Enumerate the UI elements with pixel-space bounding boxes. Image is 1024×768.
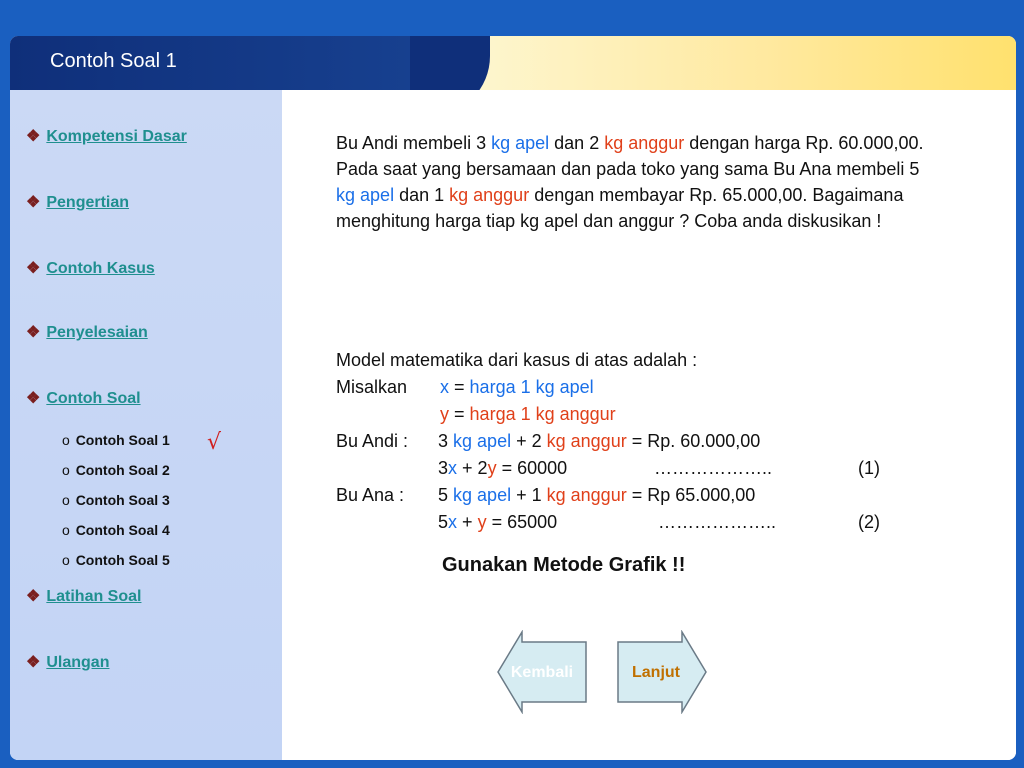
rhs: = 60000 — [501, 458, 568, 478]
coef: 3 — [438, 458, 449, 478]
highlight-blue: kg — [491, 133, 511, 153]
bu-ana-label: Bu Ana : — [336, 485, 405, 505]
sidebar-subitem-contoh-soal-5[interactable] — [62, 552, 170, 568]
sidebar-subitem-contoh-soal-2[interactable] — [62, 462, 170, 478]
equation-2 — [438, 512, 557, 533]
circle-bullet: o — [62, 552, 70, 568]
highlight-red: kg — [604, 133, 624, 153]
bu-andi-label: Bu Andi : — [336, 431, 409, 451]
method-instruction: Gunakan Metode Grafik !! — [442, 554, 686, 576]
variable-x-definition — [440, 377, 594, 398]
sidebar-item-kompetensi-dasar[interactable] — [26, 126, 187, 146]
diamond-bullet-icon: ❖ — [26, 128, 41, 145]
sidebar-item-latihan-soal[interactable] — [26, 586, 141, 606]
rhs: = Rp 65.000,00 — [631, 485, 756, 505]
sidebar-link[interactable]: Pengertian — [46, 194, 130, 211]
equation-1-number: (1) — [858, 458, 880, 478]
sidebar-item-ulangan[interactable] — [26, 652, 109, 672]
sidebar-item-contoh-soal[interactable] — [26, 388, 141, 408]
sidebar-subitem-label: Contoh Soal 1 — [75, 432, 170, 448]
problem-text: dan 2 — [549, 133, 605, 153]
slide — [10, 36, 1016, 760]
kg-anggur: kg anggur — [546, 431, 627, 451]
diamond-bullet-icon: ❖ — [26, 390, 41, 407]
sidebar-item-pengertian[interactable] — [26, 192, 129, 212]
model-intro: Model matematika dari kasus di atas adalah : — [336, 350, 698, 370]
title-bar — [10, 36, 1016, 90]
circle-bullet: o — [62, 432, 70, 448]
diamond-bullet-icon: ❖ — [26, 654, 41, 671]
var-y: y — [477, 512, 487, 532]
var-y: y — [487, 458, 497, 478]
kg-anggur: kg anggur — [546, 485, 627, 505]
sidebar-subitem-contoh-soal-1[interactable] — [62, 432, 170, 448]
sidebar-subitem-contoh-soal-3[interactable] — [62, 492, 170, 508]
dots-1: ……………….. — [654, 458, 773, 478]
coef: + — [462, 512, 473, 532]
bu-ana-statement — [438, 485, 755, 506]
problem-statement — [336, 130, 936, 234]
diamond-bullet-icon: ❖ — [26, 260, 41, 277]
circle-bullet: o — [62, 462, 70, 478]
problem-text: Bu Andi membeli 3 — [336, 133, 492, 153]
equation-2-number: (2) — [858, 512, 880, 532]
sidebar-item-penyelesaian[interactable] — [26, 322, 148, 342]
coef: + 2 — [462, 458, 488, 478]
back-button[interactable] — [496, 630, 588, 714]
next-button-label: Lanjut — [632, 664, 680, 681]
sidebar — [10, 90, 282, 760]
sidebar-link[interactable]: Contoh Soal — [46, 390, 141, 407]
problem-text: dengan membayar Rp. 65.000,00. Bagaimana menghitung harga tiap kg apel dan anggur ? Coba anda diskusikan ! — [336, 185, 904, 231]
dots-2: ……………….. — [658, 512, 777, 532]
sidebar-subitem-label: Contoh Soal 3 — [75, 492, 170, 508]
main-content — [282, 90, 1016, 760]
diamond-bullet-icon: ❖ — [26, 324, 41, 341]
var-x: x — [440, 377, 449, 397]
highlight-blue: kg — [336, 185, 356, 205]
highlight-blue: apel — [515, 133, 550, 153]
highlight-red: anggur — [628, 133, 685, 153]
variable-y-definition — [440, 404, 616, 425]
coef: + 2 — [516, 431, 542, 451]
sidebar-link[interactable]: Ulangan — [46, 654, 110, 671]
var-x: x — [448, 512, 458, 532]
kg-apel: kg apel — [453, 485, 512, 505]
x-definition: harga 1 kg apel — [469, 377, 594, 397]
sidebar-link[interactable]: Latihan Soal — [46, 588, 142, 605]
rhs: = 65000 — [491, 512, 558, 532]
sidebar-link[interactable]: Penyelesaian — [46, 324, 148, 341]
highlight-blue: apel — [360, 185, 395, 205]
sidebar-link[interactable]: Contoh Kasus — [46, 260, 155, 277]
coef: 5 — [438, 512, 449, 532]
circle-bullet: o — [62, 492, 70, 508]
sidebar-subitem-contoh-soal-4[interactable] — [62, 522, 170, 538]
back-button-label: Kembali — [510, 664, 574, 681]
problem-text: dan 1 — [394, 185, 450, 205]
coef: 5 — [438, 485, 449, 505]
highlight-red: kg — [449, 185, 469, 205]
sidebar-link[interactable]: Kompetensi Dasar — [46, 128, 187, 145]
sidebar-item-contoh-kasus[interactable] — [26, 258, 155, 278]
page-title: Contoh Soal 1 — [50, 50, 177, 72]
circle-bullet: o — [62, 522, 70, 538]
problem-text: dengan harga Rp. 60.000,00. Pada saat yang bersamaan dan pada toko yang sama Bu Ana membeli 5 — [336, 133, 924, 179]
highlight-red: anggur — [473, 185, 530, 205]
rhs: = Rp. 60.000,00 — [631, 431, 761, 451]
model-misalkan: Misalkan — [336, 377, 408, 397]
var-y: y — [440, 404, 449, 424]
diamond-bullet-icon: ❖ — [26, 194, 41, 211]
coef: 3 — [438, 431, 449, 451]
kg-apel: kg apel — [453, 431, 512, 451]
y-definition: harga 1 kg anggur — [469, 404, 616, 424]
diamond-bullet-icon: ❖ — [26, 588, 41, 605]
next-button[interactable] — [616, 630, 708, 714]
current-page-check-icon: √ — [207, 430, 222, 455]
sidebar-subitem-label: Contoh Soal 4 — [75, 522, 170, 538]
equals: = — [454, 404, 465, 424]
equation-1 — [438, 458, 567, 479]
equals: = — [454, 377, 465, 397]
bu-andi-statement — [438, 431, 760, 452]
sidebar-subitem-label: Contoh Soal 2 — [75, 462, 170, 478]
sidebar-subitem-label: Contoh Soal 5 — [75, 552, 170, 568]
var-x: x — [448, 458, 458, 478]
coef: + 1 — [516, 485, 542, 505]
